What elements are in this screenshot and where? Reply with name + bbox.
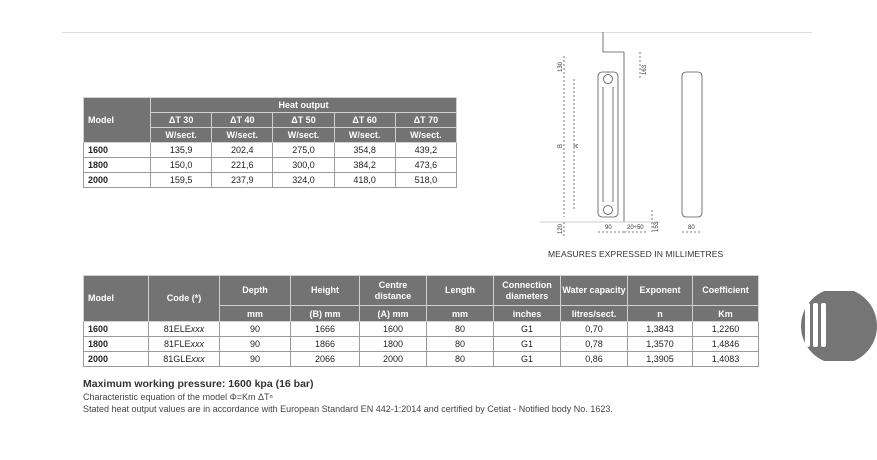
value-cell: 237,9	[212, 173, 273, 188]
dim-depth: 90	[605, 225, 612, 231]
specifications-table	[83, 275, 759, 367]
exponent-cell: 1,3570	[628, 337, 693, 352]
code-cell: 81ELExxx	[149, 322, 220, 337]
water-cell: 0,78	[561, 337, 628, 352]
col-dt30: ΔT 30	[151, 113, 212, 128]
centre-cell: 1800	[360, 337, 427, 352]
connection-cell: G1	[494, 352, 561, 367]
dim-bottom-left: 120	[558, 223, 564, 234]
exponent-header: Exponent	[628, 276, 693, 306]
code-header: Code (*)	[149, 276, 220, 322]
value-cell: 135,9	[151, 143, 212, 158]
height-header: Height	[291, 276, 360, 306]
value-cell: 518,0	[395, 173, 456, 188]
unit-cell: mm	[427, 306, 494, 322]
value-cell: 159,5	[151, 173, 212, 188]
depth-header: Depth	[220, 276, 291, 306]
connection-header: Connection diameters	[494, 276, 561, 306]
equation-note: Characteristic equation of the model Φ=Km ΔTⁿ	[83, 392, 273, 402]
code-cell: 81FLExxx	[149, 337, 220, 352]
value-cell: 275,0	[273, 143, 334, 158]
depth-cell: 90	[220, 322, 291, 337]
height-cell: 1666	[291, 322, 360, 337]
code-cell: 81GLExxx	[149, 352, 220, 367]
value-cell: 418,0	[334, 173, 395, 188]
length-cell: 80	[427, 322, 494, 337]
coefficient-cell: 1,4083	[693, 352, 759, 367]
table-row	[84, 352, 759, 367]
exponent-cell: 1,3843	[628, 322, 693, 337]
height-cell: 2066	[291, 352, 360, 367]
model-cell: 1600	[84, 322, 149, 337]
length-cell: 80	[427, 337, 494, 352]
unit-cell: W/sect.	[395, 128, 456, 143]
model-header: Model	[84, 276, 149, 322]
model-header: Model	[84, 98, 151, 143]
col-dt50: ΔT 50	[273, 113, 334, 128]
value-cell: 354,8	[334, 143, 395, 158]
max-pressure-note: Maximum working pressure: 1600 kpa (16 bar)	[83, 378, 314, 390]
exponent-cell: 1,3905	[628, 352, 693, 367]
value-cell: 221,6	[212, 158, 273, 173]
radiator-icon	[799, 291, 877, 361]
value-cell: 439,2	[395, 143, 456, 158]
col-dt70: ΔT 70	[395, 113, 456, 128]
table-row	[84, 173, 457, 188]
unit-cell: litres/sect.	[561, 306, 628, 322]
heat-output-header: Heat output	[151, 98, 457, 113]
coefficient-cell: 1,2260	[693, 322, 759, 337]
model-cell: 1600	[84, 143, 151, 158]
value-cell: 384,2	[334, 158, 395, 173]
notes-block	[83, 378, 613, 415]
unit-cell: n	[628, 306, 693, 322]
height-cell: 1866	[291, 337, 360, 352]
depth-cell: 90	[220, 352, 291, 367]
radiator-dimension-diagram	[540, 32, 760, 252]
coefficient-header: Coefficient	[693, 276, 759, 306]
water-header: Water capacity	[561, 276, 628, 306]
value-cell: 202,4	[212, 143, 273, 158]
certification-note: Stated heat output values are in accordance with European Standard EN 442-1:2014 and certified by Cetiat - Notified body No. 1623.	[83, 404, 613, 414]
dim-b: B	[558, 143, 564, 148]
table-row	[84, 143, 457, 158]
centre-cell: 2000	[360, 352, 427, 367]
table-row	[84, 158, 457, 173]
heat-output-table	[83, 97, 457, 188]
code-suffix: xxx	[190, 339, 205, 349]
dim-side-width: 80	[688, 225, 695, 231]
unit-cell: W/sect.	[212, 128, 273, 143]
unit-cell: W/sect.	[273, 128, 334, 143]
table-row	[84, 337, 759, 352]
value-cell: 150,0	[151, 158, 212, 173]
length-header: Length	[427, 276, 494, 306]
code-suffix: xxx	[191, 354, 205, 364]
connection-cell: G1	[494, 337, 561, 352]
dim-offset: 20÷50	[627, 225, 644, 231]
col-dt40: ΔT 40	[212, 113, 273, 128]
model-cell: 2000	[84, 173, 151, 188]
table-row	[84, 322, 759, 337]
unit-cell: (B) mm	[291, 306, 360, 322]
connection-cell: G1	[494, 322, 561, 337]
unit-cell: mm	[220, 306, 291, 322]
model-cell: 2000	[84, 352, 149, 367]
col-dt60: ΔT 60	[334, 113, 395, 128]
unit-cell: (A) mm	[360, 306, 427, 322]
length-cell: 80	[427, 352, 494, 367]
model-cell: 1800	[84, 337, 149, 352]
dim-bottom-right: 153	[654, 221, 660, 232]
dim-top-right: 163	[642, 64, 648, 75]
diagram-caption: MEASURES EXPRESSED IN MILLIMETRES	[548, 249, 724, 259]
water-cell: 0,70	[561, 322, 628, 337]
depth-cell: 90	[220, 337, 291, 352]
unit-cell: W/sect.	[334, 128, 395, 143]
unit-cell: W/sect.	[151, 128, 212, 143]
dim-a: A	[574, 143, 580, 148]
value-cell: 324,0	[273, 173, 334, 188]
value-cell: 300,0	[273, 158, 334, 173]
model-cell: 1800	[84, 158, 151, 173]
code-suffix: xxx	[190, 324, 205, 334]
water-cell: 0,86	[561, 352, 628, 367]
value-cell: 473,6	[395, 158, 456, 173]
centre-cell: 1600	[360, 322, 427, 337]
dim-top-left: 130	[558, 61, 564, 72]
unit-cell: inches	[494, 306, 561, 322]
centre-header: Centre distance	[360, 276, 427, 306]
coefficient-cell: 1,4846	[693, 337, 759, 352]
unit-cell: Km	[693, 306, 759, 322]
